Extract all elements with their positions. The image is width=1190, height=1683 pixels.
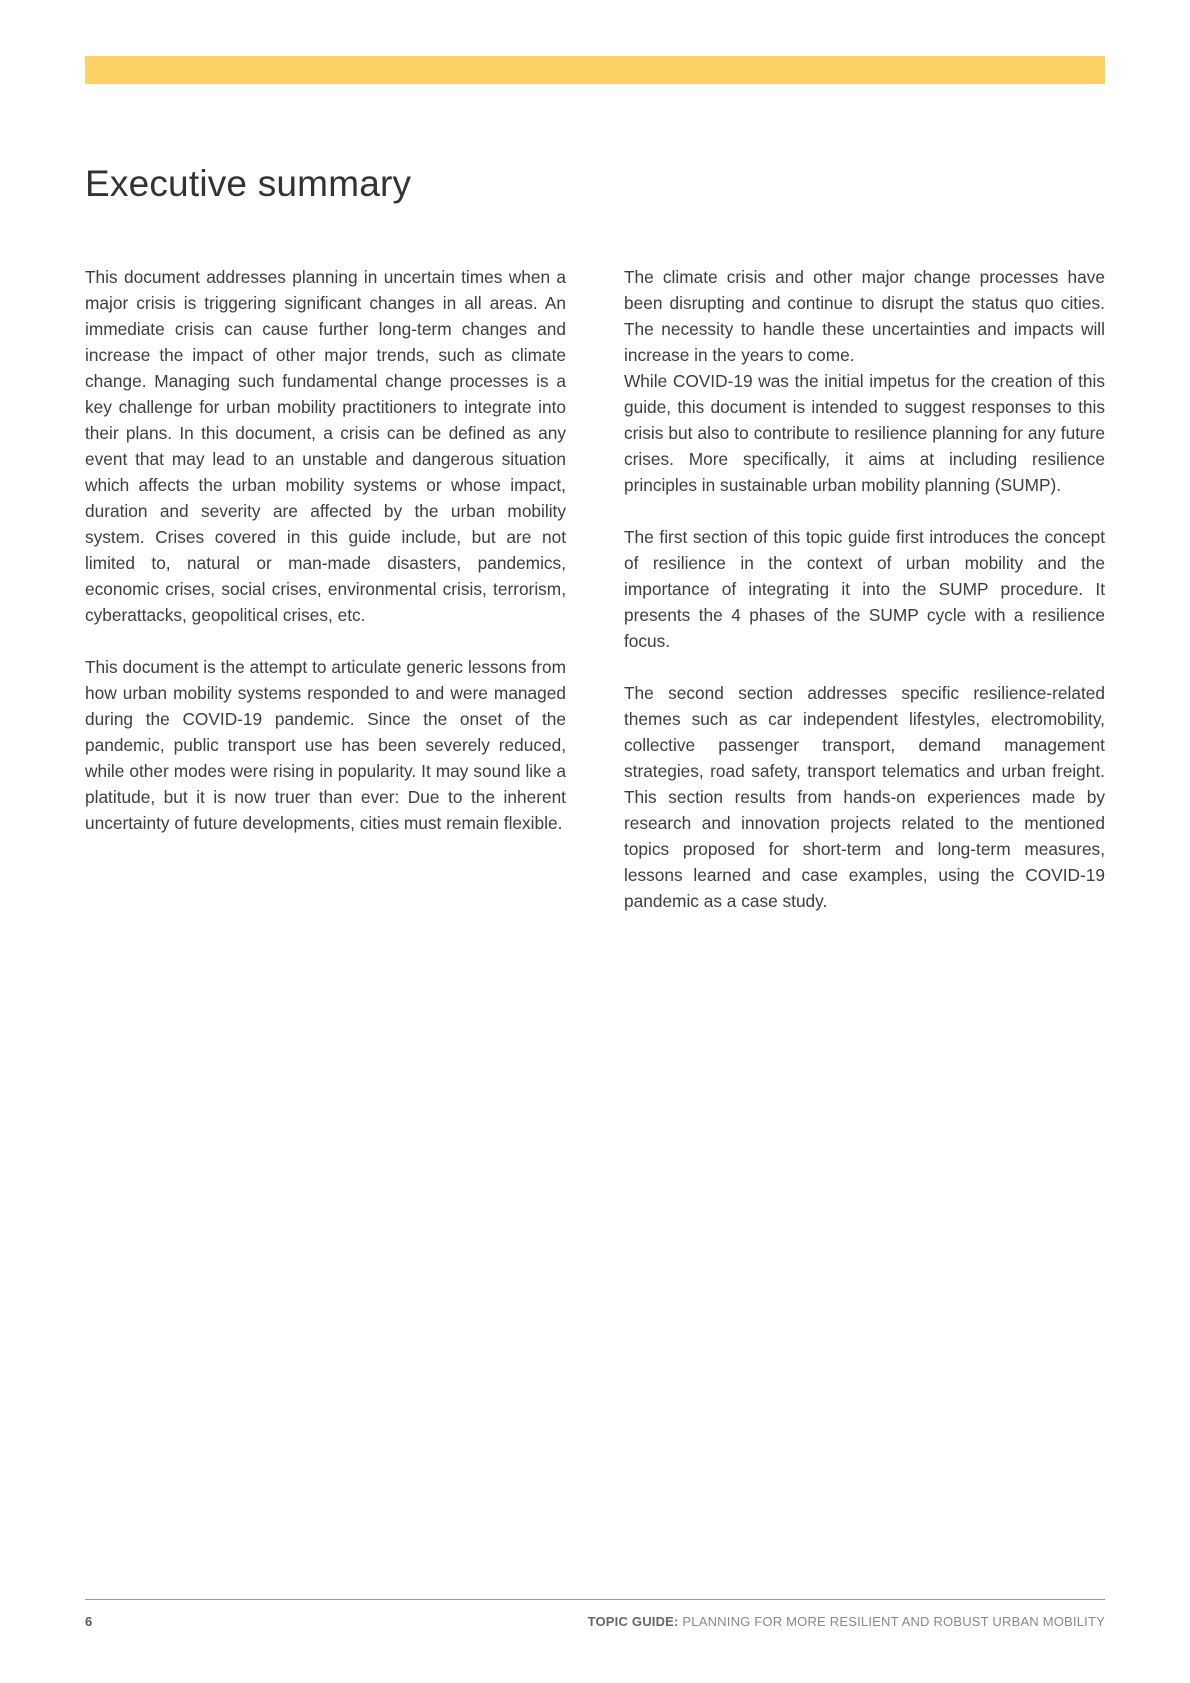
page-title: Executive summary (85, 163, 412, 204)
footer-running-title (588, 1614, 1105, 1629)
right-column (624, 264, 1105, 940)
right-paragraph-4: The second section addresses specific resilience-related themes such as car independent lifestyles, electromobility, collective passenger transport, demand management strategies, road safety, transport telematics and urban freight. This section results from hands-on experiences made by research and innovation projects related to the mentioned topics proposed for short-term and long-term measures, lessons learned and case examples, using the COVID-19 pandemic as a case study. (624, 683, 1105, 911)
page-number: 6 (85, 1614, 93, 1629)
right-paragraph-1: The climate crisis and other major change processes have been disrupting and continue to disrupt the status quo cities. The necessity to handle these uncertainties and impacts will increase in the years to come. (624, 267, 1105, 365)
right-paragraph-3: The first section of this topic guide first introduces the concept of resilience in the context of urban mobility and the importance of integrating it into the SUMP procedure. It presents the 4 phases of the SUMP cycle with a resilience focus. (624, 527, 1105, 651)
footer-guide-title: PLANNING FOR MORE RESILIENT AND ROBUST URBAN MOBILITY (678, 1614, 1105, 1629)
footer-divider (85, 1599, 1105, 1600)
right-paragraph-2: While COVID-19 was the initial impetus for the creation of this guide, this document is intended to suggest responses to this crisis but also to contribute to resilience planning for any future crises. More specifically, it aims at including resilience principles in sustainable urban mobility planning (SUMP). (624, 371, 1105, 495)
left-paragraph-1: This document addresses planning in uncertain times when a major crisis is triggering significant changes in all areas. An immediate crisis can cause further long-term changes and increase the impact of other major trends, such as climate change. Managing such fundamental change processes is a key challenge for urban mobility practitioners to integrate into their plans. In this document, a crisis can be defined as any event that may lead to an unstable and dangerous situation which affects the urban mobility systems or whose impact, duration and severity are affected by the urban mobility system. Crises covered in this guide include, but are not limited to, natural or man-made disasters, pandemics, economic crises, social crises, environmental crisis, terrorism, cyberattacks, geopolitical crises, etc. (85, 267, 566, 625)
header-accent-bar (85, 56, 1105, 84)
footer-guide-label: TOPIC GUIDE: (587, 1614, 679, 1629)
left-paragraph-2: This document is the attempt to articulate generic lessons from how urban mobility systems responded to and were managed during the COVID-19 pandemic. Since the onset of the pandemic, public transport use has been severely reduced, while other modes were rising in popularity. It may sound like a platitude, but it is now truer than ever: Due to the inherent uncertainty of future developments, cities must remain flexible. (85, 657, 566, 833)
left-column (85, 264, 566, 862)
